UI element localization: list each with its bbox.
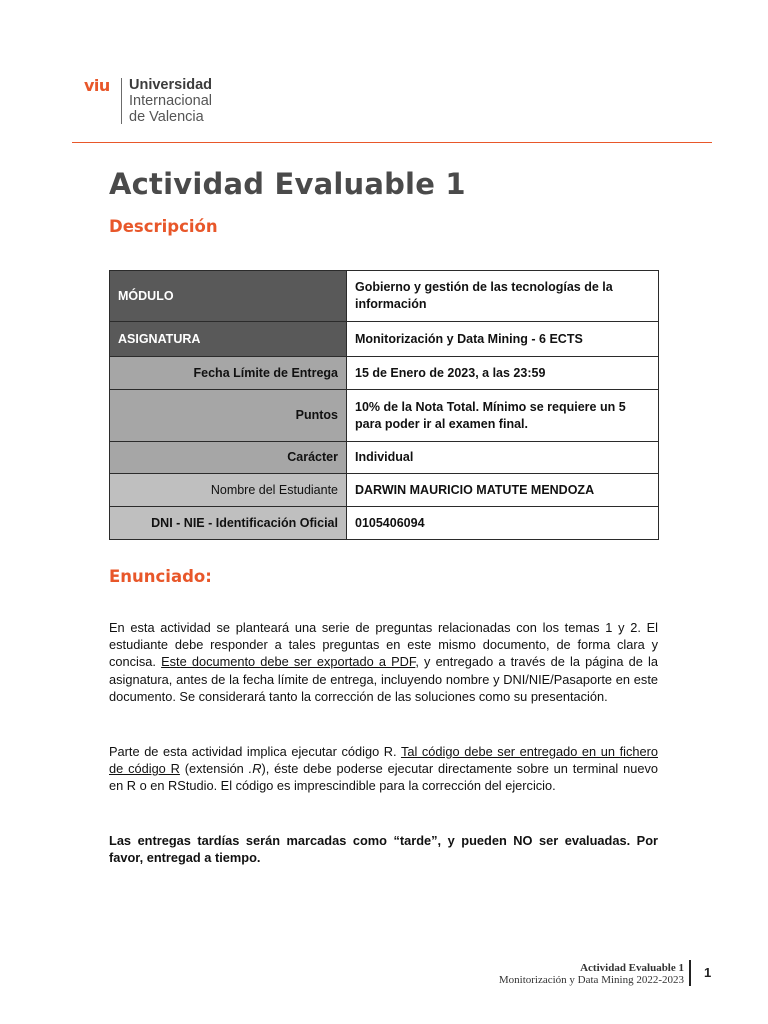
paragraph-code xyxy=(109,743,658,795)
paragraph-text: ), éste debe poderse ejecutar directamente sobre un terminal nuevo en R o en RStudio. El código es imprescindible para la corrección del ejercicio. xyxy=(109,761,658,794)
table-value: DARWIN MAURICIO MATUTE MENDOZA xyxy=(347,474,659,507)
table-row xyxy=(110,357,659,390)
table-label: MÓDULO xyxy=(110,271,347,322)
logo-mark: viu xyxy=(84,76,110,95)
paragraph-text: (extensión xyxy=(179,761,249,777)
page-footer xyxy=(499,962,684,986)
table-label: Carácter xyxy=(110,442,347,474)
table-label: Puntos xyxy=(110,390,347,442)
logo-divider xyxy=(121,78,122,124)
table-value: 10% de la Nota Total. Mínimo se requiere un 5 para poder ir al examen final. xyxy=(347,390,659,442)
table-row xyxy=(110,322,659,357)
table-row xyxy=(110,442,659,474)
logo-line-3: de Valencia xyxy=(129,109,204,125)
table-value: 15 de Enero de 2023, a las 23:59 xyxy=(347,357,659,390)
footer-title: Actividad Evaluable 1 xyxy=(580,962,684,974)
paragraph-text: , y entregado a través de la página de la asignatura, antes de la fecha límite de entrega, incluyendo nombre y DNI/NIE/Pasaporte en este documento. Se considerará tanto la corrección de las soluciones como su presentación. xyxy=(109,654,658,704)
table-label: ASIGNATURA xyxy=(110,322,347,357)
table-row xyxy=(110,507,659,540)
table-label: Nombre del Estudiante xyxy=(110,474,347,507)
footer-divider xyxy=(689,960,691,986)
paragraph-instructions xyxy=(109,619,658,705)
table-label: DNI - NIE - Identificación Oficial xyxy=(110,507,347,540)
section-enunciado: Enunciado: xyxy=(109,567,212,586)
table-value: 0105406094 xyxy=(347,507,659,540)
table-row xyxy=(110,271,659,322)
header-rule xyxy=(72,142,712,143)
table-value: Monitorización y Data Mining - 6 ECTS xyxy=(347,322,659,357)
page-number: 1 xyxy=(704,965,712,980)
paragraph-text: En esta actividad se planteará una serie de preguntas relacionadas con los temas 1 y 2. El estudiante debe responder a tales preguntas en este mismo documento, de forma clara y concisa. xyxy=(109,620,658,670)
table-value: Individual xyxy=(347,442,659,474)
table-row xyxy=(110,390,659,442)
logo-text xyxy=(129,77,212,125)
activity-info-table xyxy=(109,270,659,540)
paragraph-late-notice: Las entregas tardías serán marcadas como “tarde”, y pueden NO ser evaluadas. Por favor, entregad a tiempo. xyxy=(109,833,658,866)
logo-line-2: Internacional xyxy=(129,93,213,109)
logo-line-1: Universidad xyxy=(129,77,212,93)
paragraph-text: Parte de esta actividad implica ejecutar código R. xyxy=(109,744,401,759)
section-descripcion: Descripción xyxy=(109,217,218,236)
underlined-text: Tal código debe ser entregado en un fichero de código R xyxy=(109,744,658,777)
table-value: Gobierno y gestión de las tecnologías de la información xyxy=(347,271,659,322)
table-row xyxy=(110,474,659,507)
table-label: Fecha Límite de Entrega xyxy=(110,357,347,390)
underlined-text: Este documento debe ser exportado a PDF xyxy=(161,654,416,670)
file-extension: .R xyxy=(248,761,262,777)
document-title: Actividad Evaluable 1 xyxy=(109,167,466,201)
footer-subtitle: Monitorización y Data Mining 2022-2023 xyxy=(498,974,684,986)
